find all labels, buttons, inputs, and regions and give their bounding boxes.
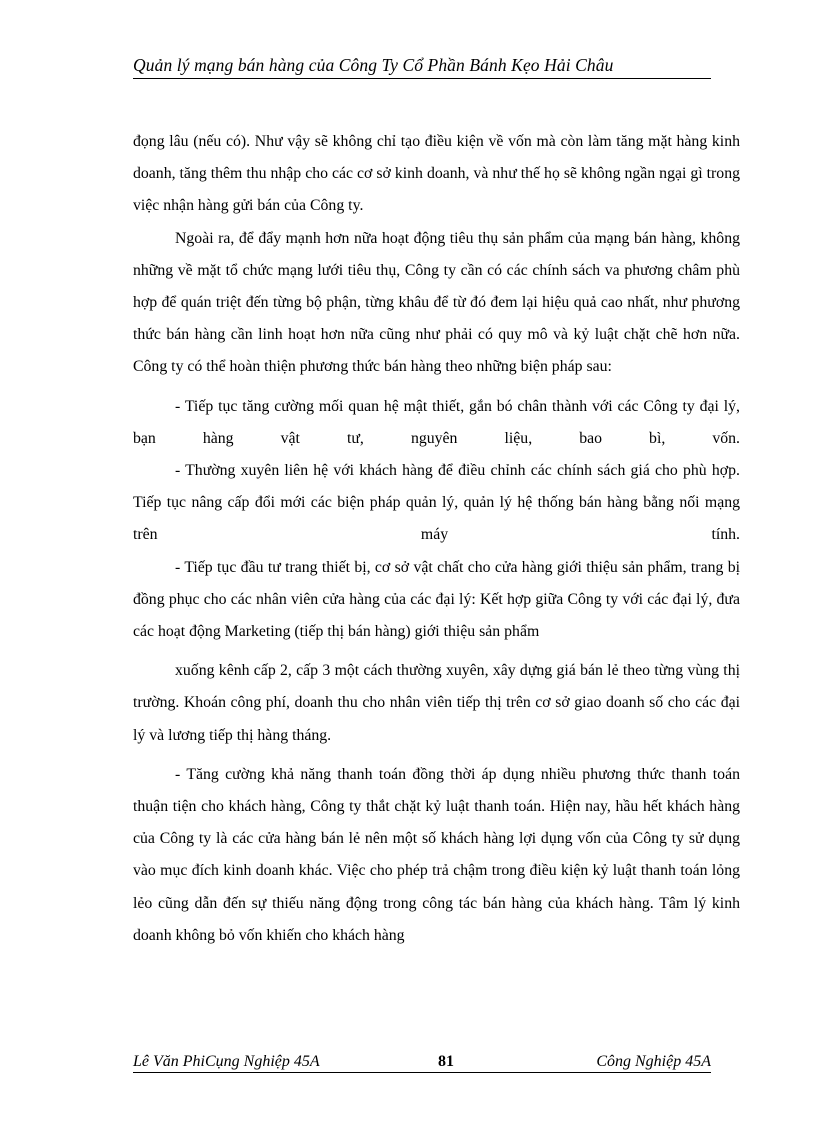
- paragraph-5: - Tiếp tục đầu tư trang thiết bị, cơ sở vật chất cho cửa hàng giới thiệu sản phẩm, trang bị đồng phục cho các nhân viên cửa hàng của các đại lý: Kết hợp giữa Công ty với các đại lý, đưa các hoạt động Marketing (tiếp thị bán hàng) giới thiệu sản phẩm: [133, 558, 740, 641]
- document-body: [133, 126, 740, 952]
- paragraph-3: - Tiếp tục tăng cường mối quan hệ mật thiết, gắn bó chân thành với các Công ty đại lý, bạn hàng vật tư, nguyên liệu, bao bì, vốn.: [133, 397, 740, 447]
- footer-class: Công Nghiệp 45A: [596, 1053, 711, 1070]
- paragraph-2: Ngoài ra, để đẩy mạnh hơn nữa hoạt động tiêu thụ sản phẩm của mạng bán hàng, không những về mặt tổ chức mạng lưới tiêu thụ, Công ty cần có các chính sách va phương châm phù hợp để quán triệt đến từng bộ phận, từng khâu để từ đó đem lại hiệu quả cao nhất, như phương thức bán hàng cần linh hoạt hơn nữa cũng như phải có quy mô và kỷ luật chặt chẽ hơn nữa. Công ty có thể hoàn thiện phương thức bán hàng theo những biện pháp sau:: [133, 229, 740, 376]
- page-footer: [133, 1050, 711, 1073]
- header-title: Quản lý mạng bán hàng của Công Ty Cổ Phần Bánh Kẹo Hải Châu: [133, 55, 614, 75]
- paragraph-6: xuống kênh cấp 2, cấp 3 một cách thường xuyên, xây dựng giá bán lẻ theo từng vùng thị trường. Khoán công phí, doanh thu cho nhân viên tiếp thị trên cơ sở giao doanh số cho các đại lý và lương tiếp thị hàng tháng.: [133, 662, 740, 744]
- page-header: [133, 50, 711, 79]
- paragraph-4: - Thường xuyên liên hệ với khách hàng để điều chỉnh các chính sách giá cho phù hợp. Tiếp tục nâng cấp đổi mới các biện pháp quản lý, quản lý hệ thống bán hàng bằng nối mạng trên máy tính.: [133, 462, 740, 544]
- paragraph-1: đọng lâu (nếu có). Như vậy sẽ không chỉ tạo điều kiện về vốn mà còn làm tăng mặt hàng kinh doanh, tăng thêm thu nhập cho các cơ sở kinh doanh, và như thế họ sẽ không ngần ngại gì trong việc nhận hàng gửi bán của Công ty.: [133, 133, 740, 215]
- paragraph-7: - Tăng cường khả năng thanh toán đồng thời áp dụng nhiều phương thức thanh toán thuận tiện cho khách hàng, Công ty thắt chặt kỷ luật thanh toán. Hiện nay, hầu hết khách hàng của Công ty là các cửa hàng bán lẻ nên một số khách hàng lợi dụng vốn của Công ty sử dụng vào mục đích kinh doanh khác. Việc cho phép trả chậm trong điều kiện kỷ luật thanh toán lỏng lẻo cũng dẫn đến sự thiếu năng động trong công tác bán hàng của khách hàng. Tâm lý kinh doanh không bỏ vốn khiến cho khách hàng: [133, 765, 740, 944]
- footer-author: Lê Văn PhiCụng Nghiệp 45A: [133, 1053, 320, 1070]
- page-number: 81: [438, 1053, 454, 1070]
